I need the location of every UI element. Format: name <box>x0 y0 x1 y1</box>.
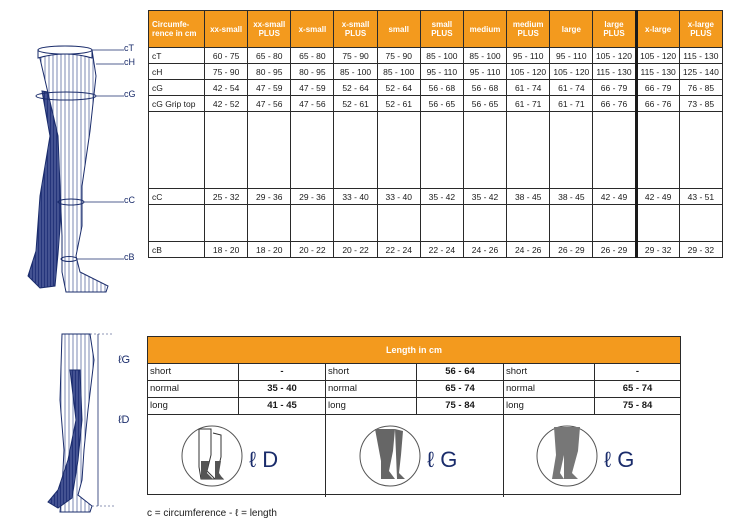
length-column-at <box>504 364 680 497</box>
size-header: medium <box>463 11 506 48</box>
size-cell: 115 - 130 <box>679 48 722 64</box>
label-cG: cG <box>124 89 136 99</box>
size-header: large PLUS <box>593 11 636 48</box>
empty-cell <box>205 205 248 242</box>
size-cell: 38 - 45 <box>507 189 550 205</box>
empty-cell <box>550 112 593 189</box>
corner-label: Circumfe-rence in cm <box>149 11 205 48</box>
length-value: 35 - 40 <box>267 383 297 394</box>
stocking-legs-length-icon <box>40 330 148 520</box>
size-cell: 29 - 36 <box>291 189 334 205</box>
spacer-row <box>149 205 723 242</box>
size-row <box>149 242 723 258</box>
size-header: xx-small PLUS <box>248 11 291 48</box>
length-label: normal <box>148 381 239 397</box>
size-cell: 52 - 64 <box>377 80 420 96</box>
knee-high-picture <box>148 415 325 497</box>
size-cell: 56 - 65 <box>420 96 463 112</box>
size-cell: 20 - 22 <box>334 242 377 258</box>
length-value: 56 - 64 <box>445 366 475 377</box>
length-column-ad <box>148 364 326 497</box>
size-cell: 65 - 80 <box>248 48 291 64</box>
size-cell: 115 - 130 <box>636 64 679 80</box>
size-cell: 42 - 49 <box>593 189 636 205</box>
size-cell: 47 - 56 <box>291 96 334 112</box>
size-cell: 47 - 59 <box>248 80 291 96</box>
empty-cell <box>248 205 291 242</box>
length-row <box>504 398 680 415</box>
footnote: c = circumference - ℓ = length <box>147 508 277 519</box>
size-cell: 61 - 71 <box>507 96 550 112</box>
length-table-title: Length in cm <box>148 337 680 364</box>
length-label: short <box>504 364 595 380</box>
size-cell: 22 - 24 <box>420 242 463 258</box>
size-header: small PLUS <box>420 11 463 48</box>
length-label: long <box>148 398 239 414</box>
size-cell: 25 - 32 <box>205 189 248 205</box>
legs-illustration-top <box>0 36 145 306</box>
empty-cell <box>377 112 420 189</box>
empty-cell <box>205 112 248 189</box>
size-cell: 105 - 120 <box>550 64 593 80</box>
size-cell: 105 - 120 <box>507 64 550 80</box>
empty-cell <box>149 112 205 189</box>
size-row <box>149 80 723 96</box>
empty-cell <box>334 112 377 189</box>
empty-cell <box>550 205 593 242</box>
length-value: - <box>280 366 284 377</box>
size-cell: 42 - 54 <box>205 80 248 96</box>
size-cell: 105 - 120 <box>593 48 636 64</box>
size-cell: 29 - 32 <box>679 242 722 258</box>
legs-illustration-bottom <box>40 330 148 525</box>
length-value: 65 - 74 <box>622 383 653 394</box>
size-cell: 60 - 75 <box>205 48 248 64</box>
empty-cell <box>420 205 463 242</box>
size-header: x-large <box>636 11 679 48</box>
size-header: large <box>550 11 593 48</box>
size-header: x-small <box>291 11 334 48</box>
length-label: short <box>326 364 417 380</box>
empty-cell <box>377 205 420 242</box>
size-cell: 52 - 64 <box>334 80 377 96</box>
size-cell: 33 - 40 <box>334 189 377 205</box>
size-cell: 24 - 26 <box>507 242 550 258</box>
size-cell: 29 - 32 <box>636 242 679 258</box>
size-cell: 47 - 56 <box>248 96 291 112</box>
size-cell: 56 - 65 <box>463 96 506 112</box>
size-cell: 73 - 85 <box>679 96 722 112</box>
row-label: cB <box>149 242 205 258</box>
size-cell: 52 - 61 <box>377 96 420 112</box>
length-label: normal <box>504 381 595 397</box>
empty-cell <box>420 112 463 189</box>
size-table <box>148 10 723 258</box>
size-cell: 76 - 85 <box>679 80 722 96</box>
empty-cell <box>593 205 636 242</box>
size-cell: 80 - 95 <box>248 64 291 80</box>
size-cell: 95 - 110 <box>507 48 550 64</box>
knee-high-length-label: ℓ D <box>248 447 278 472</box>
size-cell: 22 - 24 <box>377 242 420 258</box>
size-header: small <box>377 11 420 48</box>
size-cell: 66 - 79 <box>636 80 679 96</box>
pantyhose-length-label: ℓ G <box>604 447 635 472</box>
length-label: long <box>504 398 595 414</box>
label-cB: cB <box>124 252 135 262</box>
size-cell: 42 - 52 <box>205 96 248 112</box>
length-row <box>326 398 503 415</box>
size-header: x-large PLUS <box>679 11 722 48</box>
size-cell: 42 - 49 <box>636 189 679 205</box>
empty-cell <box>593 112 636 189</box>
length-value: 75 - 84 <box>622 400 653 411</box>
size-cell: 26 - 29 <box>550 242 593 258</box>
empty-cell <box>463 112 506 189</box>
length-row <box>504 381 680 398</box>
empty-cell <box>291 205 334 242</box>
size-row <box>149 64 723 80</box>
row-label: cC <box>149 189 205 205</box>
length-label: normal <box>326 381 417 397</box>
label-cC: cC <box>124 195 135 205</box>
row-label: cG <box>149 80 205 96</box>
label-cH: cH <box>124 57 135 67</box>
size-cell: 61 - 74 <box>550 80 593 96</box>
size-cell: 18 - 20 <box>205 242 248 258</box>
size-cell: 38 - 45 <box>550 189 593 205</box>
empty-cell <box>507 112 550 189</box>
size-cell: 115 - 130 <box>593 64 636 80</box>
length-row <box>326 364 503 381</box>
empty-cell <box>248 112 291 189</box>
size-row <box>149 48 723 64</box>
size-cell: 20 - 22 <box>291 242 334 258</box>
size-cell: 95 - 110 <box>420 64 463 80</box>
size-cell: 56 - 68 <box>463 80 506 96</box>
empty-cell <box>334 205 377 242</box>
length-value: - <box>635 366 640 377</box>
size-cell: 47 - 59 <box>291 80 334 96</box>
size-cell: 18 - 20 <box>248 242 291 258</box>
size-row <box>149 96 723 112</box>
length-value: 41 - 45 <box>267 400 297 411</box>
size-cell: 43 - 51 <box>679 189 722 205</box>
size-cell: 29 - 36 <box>248 189 291 205</box>
length-row <box>504 364 680 381</box>
empty-cell <box>636 112 679 189</box>
empty-cell <box>636 205 679 242</box>
thigh-high-length-label: ℓ G <box>426 447 457 472</box>
size-cell: 95 - 110 <box>463 64 506 80</box>
empty-cell <box>149 205 205 242</box>
size-cell: 85 - 100 <box>420 48 463 64</box>
size-cell: 61 - 74 <box>507 80 550 96</box>
size-cell: 75 - 90 <box>377 48 420 64</box>
knee-high-icon <box>177 421 297 491</box>
size-header: xx-small <box>205 11 248 48</box>
size-cell: 66 - 76 <box>593 96 636 112</box>
empty-cell <box>679 205 722 242</box>
label-cT: cT <box>124 43 134 53</box>
pantyhose-icon <box>532 421 652 491</box>
size-cell: 35 - 42 <box>420 189 463 205</box>
empty-cell <box>291 112 334 189</box>
size-cell: 85 - 100 <box>463 48 506 64</box>
pantyhose-picture <box>504 415 680 497</box>
size-cell: 85 - 100 <box>334 64 377 80</box>
size-cell: 61 - 71 <box>550 96 593 112</box>
size-header: x-small PLUS <box>334 11 377 48</box>
size-cell: 105 - 120 <box>636 48 679 64</box>
row-label: cT <box>149 48 205 64</box>
size-cell: 125 - 140 <box>679 64 722 80</box>
size-cell: 85 - 100 <box>377 64 420 80</box>
length-row <box>148 398 325 415</box>
size-row <box>149 189 723 205</box>
length-row <box>148 381 325 398</box>
length-value: 65 - 74 <box>445 383 475 394</box>
size-cell: 56 - 68 <box>420 80 463 96</box>
size-cell: 75 - 90 <box>205 64 248 80</box>
label-lG: ℓG <box>118 354 131 366</box>
size-cell: 33 - 40 <box>377 189 420 205</box>
length-label: short <box>148 364 239 380</box>
thigh-high-picture <box>326 415 503 497</box>
label-lD: ℓD <box>118 414 130 426</box>
length-value: 75 - 84 <box>445 400 475 411</box>
size-cell: 80 - 95 <box>291 64 334 80</box>
size-header-row <box>149 11 723 48</box>
size-cell: 95 - 110 <box>550 48 593 64</box>
empty-cell <box>507 205 550 242</box>
length-row <box>326 381 503 398</box>
size-cell: 66 - 79 <box>593 80 636 96</box>
size-cell: 75 - 90 <box>334 48 377 64</box>
size-cell: 35 - 42 <box>463 189 506 205</box>
length-table <box>147 336 681 495</box>
size-header: medium PLUS <box>507 11 550 48</box>
length-row <box>148 364 325 381</box>
row-label: cG Grip top <box>149 96 205 112</box>
empty-cell <box>463 205 506 242</box>
row-label: cH <box>149 64 205 80</box>
size-cell: 65 - 80 <box>291 48 334 64</box>
spacer-row <box>149 112 723 189</box>
length-label: long <box>326 398 417 414</box>
thigh-high-icon <box>355 421 475 491</box>
size-cell: 26 - 29 <box>593 242 636 258</box>
size-cell: 52 - 61 <box>334 96 377 112</box>
size-cell: 66 - 76 <box>636 96 679 112</box>
empty-cell <box>679 112 722 189</box>
size-cell: 24 - 26 <box>463 242 506 258</box>
length-column-ag <box>326 364 504 497</box>
